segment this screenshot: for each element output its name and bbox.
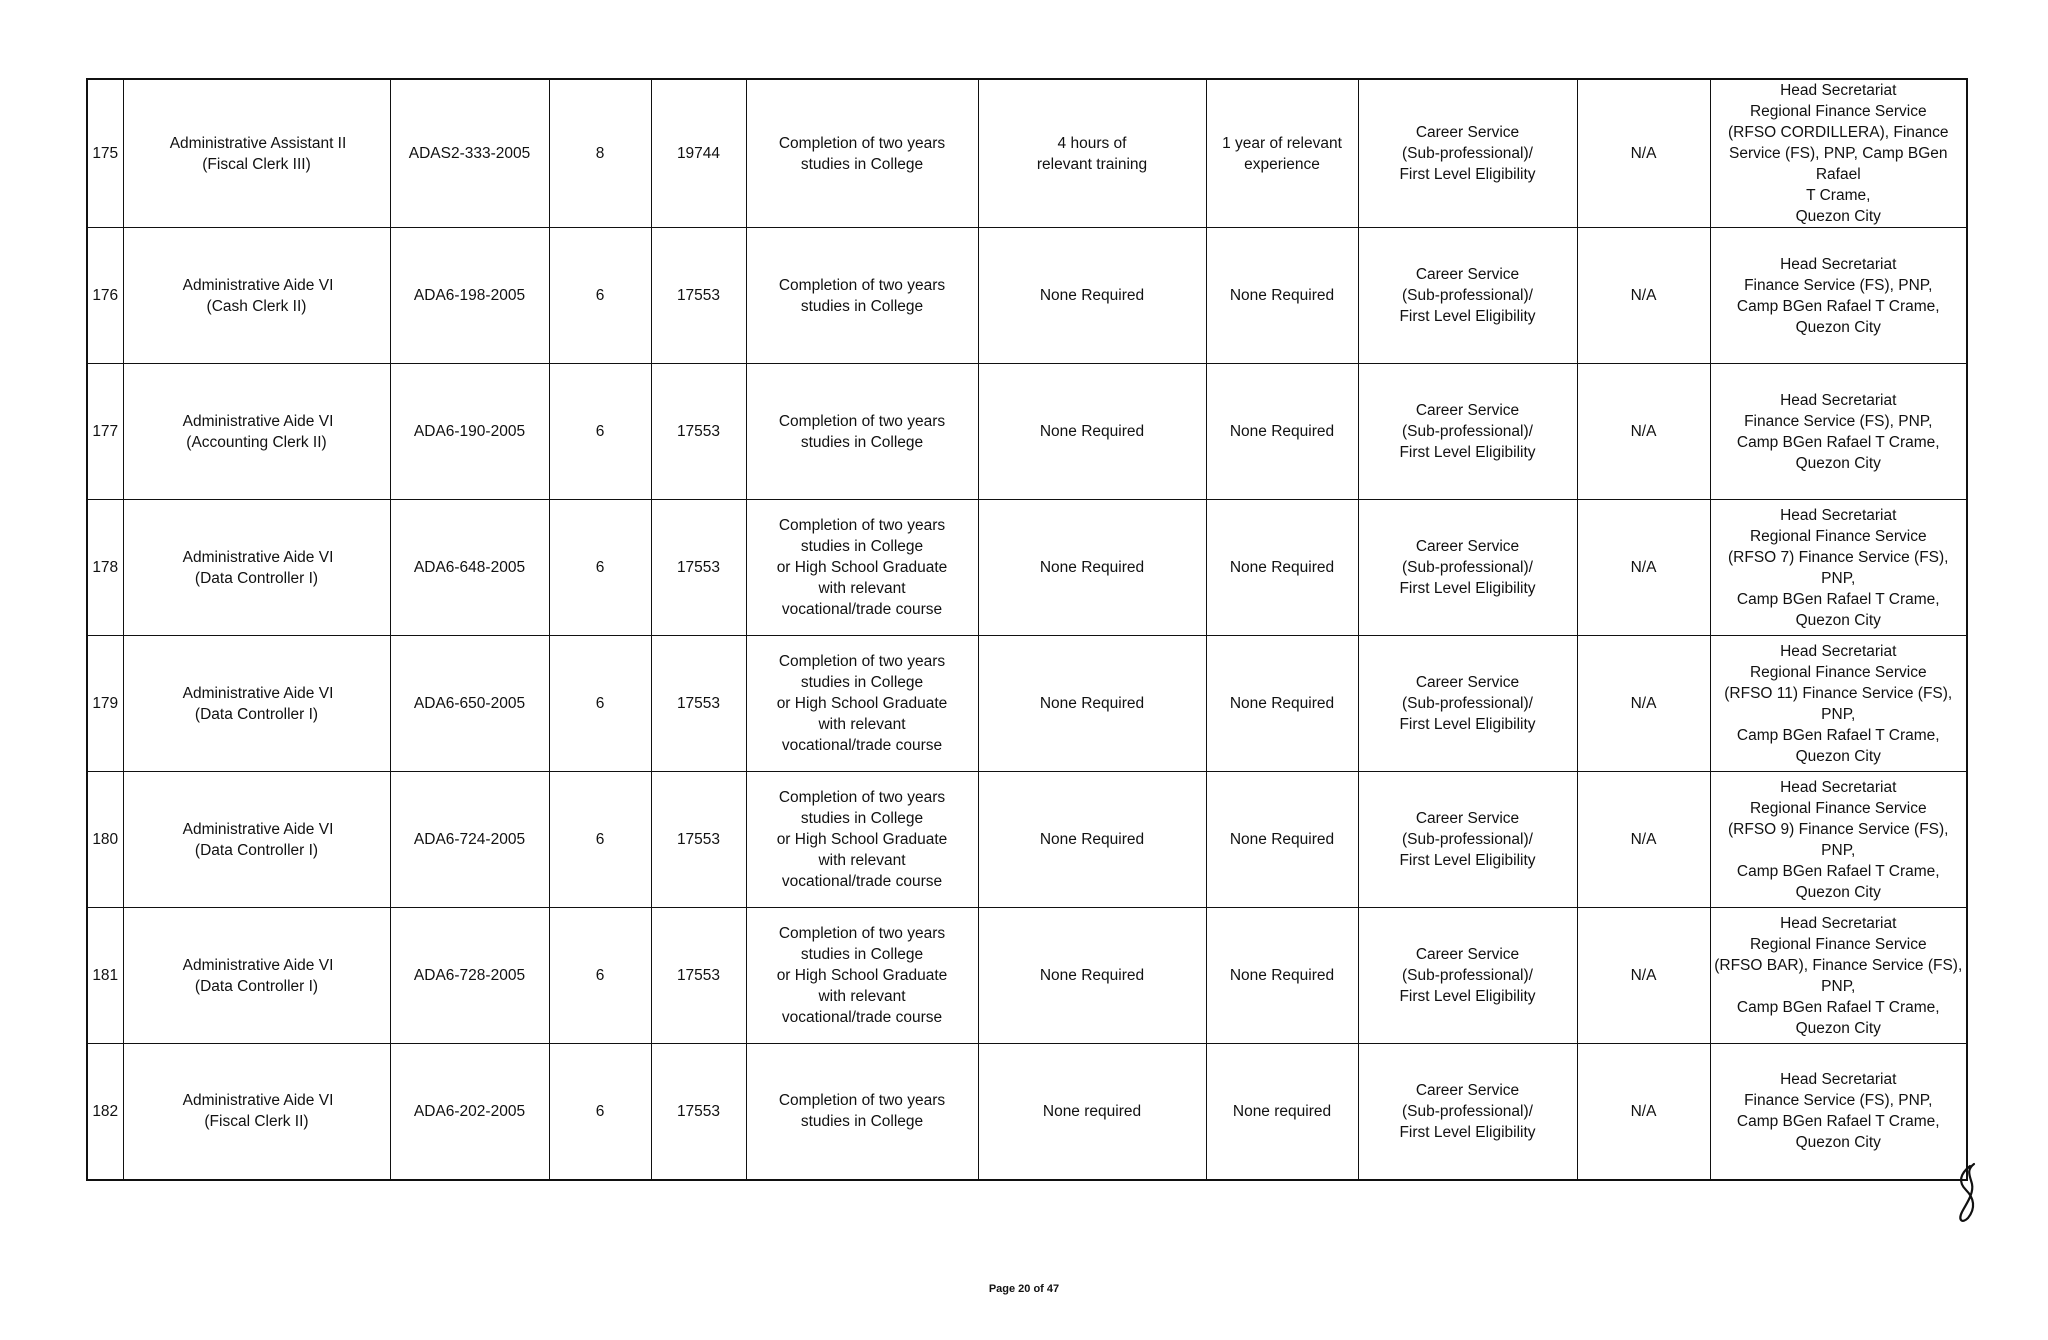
position-subtitle-line: (Data Controller I) <box>194 977 319 995</box>
eligibility-cell <box>1358 228 1577 364</box>
position-title-cell <box>123 636 390 772</box>
position-table-container <box>86 78 1966 1172</box>
item-number-cell: 176 <box>87 228 123 364</box>
training-cell <box>978 772 1206 908</box>
eligibility-line: First Level Eligibility <box>1399 580 1536 597</box>
handwritten-initial-mark <box>1952 1160 1982 1230</box>
place-of-assignment-line: Quezon City <box>1795 1019 1881 1037</box>
table-row <box>87 364 1967 500</box>
place-of-assignment-cell <box>1710 636 1967 772</box>
place-of-assignment-line: Head Secretariat <box>1780 506 1897 524</box>
item-code-cell: ADA6-648-2005 <box>390 500 549 636</box>
salary-grade-cell: 6 <box>549 772 651 908</box>
training-line: relevant training <box>1036 155 1148 173</box>
place-of-assignment-line: (RFSO 11) Finance Service (FS), PNP, <box>1724 684 1953 723</box>
eligibility-cell <box>1358 1044 1577 1180</box>
place-of-assignment-cell <box>1710 908 1967 1044</box>
competency-cell: N/A <box>1577 636 1710 772</box>
place-of-assignment-cell <box>1710 228 1967 364</box>
place-of-assignment-line: Quezon City <box>1795 318 1881 336</box>
position-title-line: Administrative Aide VI <box>182 548 334 566</box>
position-title-cell <box>123 772 390 908</box>
eligibility-cell <box>1358 79 1577 228</box>
education-cell <box>746 1044 978 1180</box>
item-code-cell: ADA6-202-2005 <box>390 1044 549 1180</box>
position-title-cell <box>123 364 390 500</box>
position-title-line: Administrative Aide VI <box>182 820 334 838</box>
place-of-assignment-line: Quezon City <box>1795 883 1881 901</box>
salary-cell: 17553 <box>651 228 746 364</box>
training-cell <box>978 79 1206 228</box>
place-of-assignment-cell <box>1710 772 1967 908</box>
eligibility-line: First Level Eligibility <box>1399 716 1536 733</box>
eligibility-line: First Level Eligibility <box>1399 308 1536 325</box>
eligibility-line: (Sub-professional)/ <box>1402 559 1533 576</box>
position-title-line: Administrative Aide VI <box>182 1092 334 1110</box>
place-of-assignment-line: Quezon City <box>1795 1134 1881 1152</box>
position-title-line: Administrative Aide VI <box>182 684 334 702</box>
education-cell <box>746 500 978 636</box>
experience-cell <box>1206 500 1358 636</box>
competency-cell: N/A <box>1577 364 1710 500</box>
position-title-line: Administrative Aide VI <box>182 956 334 974</box>
position-title-line: Administrative Aide VI <box>182 412 334 430</box>
experience-line: None Required <box>1229 423 1335 440</box>
eligibility-line: (Sub-professional)/ <box>1402 423 1533 440</box>
competency-cell: N/A <box>1577 500 1710 636</box>
eligibility-cell <box>1358 908 1577 1044</box>
item-code-cell: ADAS2-333-2005 <box>390 79 549 228</box>
place-of-assignment-line: Head Secretariat <box>1780 82 1897 99</box>
table-row <box>87 228 1967 364</box>
eligibility-line: (Sub-professional)/ <box>1402 695 1533 712</box>
item-code-cell: ADA6-190-2005 <box>390 364 549 500</box>
table-row <box>87 636 1967 772</box>
position-subtitle-line: (Accounting Clerk II) <box>186 433 327 451</box>
place-of-assignment-line: (RFSO CORDILLERA), Finance <box>1728 124 1949 141</box>
training-cell <box>978 500 1206 636</box>
position-subtitle-line: (Fiscal Clerk II) <box>204 1113 309 1131</box>
place-of-assignment-line: Head Secretariat <box>1780 1071 1897 1089</box>
place-of-assignment-line: (RFSO 7) Finance Service (FS), PNP, <box>1728 548 1949 587</box>
place-of-assignment-line: (RFSO BAR), Finance Service (FS), <box>1714 956 1963 974</box>
item-number-cell: 175 <box>87 79 123 228</box>
training-cell <box>978 908 1206 1044</box>
education-line: or High School Graduate <box>776 559 948 576</box>
eligibility-line: Career Service <box>1415 1081 1520 1099</box>
position-title-cell <box>123 500 390 636</box>
place-of-assignment-line: Camp BGen Rafael T Crame, <box>1736 433 1940 451</box>
table-body <box>87 79 1967 1180</box>
item-number-cell: 180 <box>87 772 123 908</box>
education-line: Completion of two years <box>778 925 946 942</box>
place-of-assignment-line: Quezon City <box>1795 611 1881 629</box>
position-title-line: Administrative Aide VI <box>182 276 334 294</box>
experience-cell <box>1206 79 1358 228</box>
item-code-cell: ADA6-724-2005 <box>390 772 549 908</box>
training-line: None Required <box>1039 423 1145 440</box>
position-title-line: Administrative Assistant II <box>169 134 347 152</box>
place-of-assignment-line: (RFSO 9) Finance Service (FS), PNP, <box>1728 820 1949 859</box>
eligibility-line: Career Service <box>1415 402 1520 419</box>
place-of-assignment-line: Regional Finance Service <box>1749 527 1927 545</box>
competency-cell: N/A <box>1577 79 1710 228</box>
position-subtitle-line: (Cash Clerk II) <box>206 297 307 315</box>
education-cell <box>746 908 978 1044</box>
eligibility-line: Career Service <box>1415 810 1520 827</box>
eligibility-line: First Level Eligibility <box>1399 852 1536 869</box>
experience-line: None Required <box>1229 559 1335 576</box>
salary-cell: 17553 <box>651 1044 746 1180</box>
education-line: Completion of two years <box>778 517 946 534</box>
place-of-assignment-line: Quezon City <box>1795 747 1881 765</box>
training-cell <box>978 1044 1206 1180</box>
place-of-assignment-line: Head Secretariat <box>1780 778 1897 796</box>
salary-grade-cell: 8 <box>549 79 651 228</box>
salary-grade-cell: 6 <box>549 636 651 772</box>
experience-line: None Required <box>1229 287 1335 304</box>
position-title-cell <box>123 1044 390 1180</box>
item-number-cell: 179 <box>87 636 123 772</box>
salary-cell: 17553 <box>651 500 746 636</box>
salary-cell: 17553 <box>651 772 746 908</box>
place-of-assignment-cell <box>1710 1044 1967 1180</box>
place-of-assignment-line: Camp BGen Rafael T Crame, <box>1736 590 1940 608</box>
education-line: studies in College <box>800 810 924 827</box>
competency-cell: N/A <box>1577 228 1710 364</box>
competency-cell: N/A <box>1577 1044 1710 1180</box>
position-title-cell <box>123 79 390 228</box>
place-of-assignment-line: Regional Finance Service <box>1749 935 1927 953</box>
education-line: vocational/trade course <box>781 873 943 890</box>
education-line: vocational/trade course <box>781 737 943 754</box>
eligibility-line: First Level Eligibility <box>1399 166 1536 183</box>
experience-line: experience <box>1244 155 1320 173</box>
eligibility-line: First Level Eligibility <box>1399 1123 1536 1141</box>
education-cell <box>746 228 978 364</box>
place-of-assignment-line: Head Secretariat <box>1780 914 1897 932</box>
competency-cell: N/A <box>1577 908 1710 1044</box>
place-of-assignment-line: Camp BGen Rafael T Crame, <box>1736 998 1940 1016</box>
training-line: None Required <box>1039 831 1145 848</box>
education-cell <box>746 79 978 228</box>
place-of-assignment-line: Regional Finance Service <box>1749 799 1927 817</box>
experience-cell <box>1206 636 1358 772</box>
education-line: or High School Graduate <box>776 967 948 984</box>
education-line: studies in College <box>800 946 924 963</box>
place-of-assignment-line: Head Secretariat <box>1780 391 1897 409</box>
eligibility-line: Career Service <box>1415 538 1520 555</box>
education-line: or High School Graduate <box>776 695 948 712</box>
training-line: None Required <box>1039 287 1145 304</box>
salary-grade-cell: 6 <box>549 1044 651 1180</box>
education-line: with relevant <box>818 988 906 1005</box>
education-line: Completion of two years <box>778 276 946 294</box>
eligibility-line: First Level Eligibility <box>1399 444 1536 461</box>
eligibility-line: (Sub-professional)/ <box>1402 1102 1533 1120</box>
place-of-assignment-line: Quezon City <box>1795 454 1881 472</box>
eligibility-line: Career Service <box>1415 266 1520 283</box>
training-cell <box>978 228 1206 364</box>
eligibility-cell <box>1358 636 1577 772</box>
education-line: with relevant <box>818 580 906 597</box>
experience-line: 1 year of relevant <box>1222 134 1342 152</box>
experience-cell <box>1206 908 1358 1044</box>
experience-line: None Required <box>1229 695 1335 712</box>
eligibility-line: Career Service <box>1415 674 1520 691</box>
competency-cell: N/A <box>1577 772 1710 908</box>
salary-cell: 17553 <box>651 908 746 1044</box>
place-of-assignment-line: T Crame, <box>1806 187 1871 204</box>
salary-cell: 17553 <box>651 364 746 500</box>
item-code-cell: ADA6-728-2005 <box>390 908 549 1044</box>
item-code-cell: ADA6-198-2005 <box>390 228 549 364</box>
place-of-assignment-line: Regional Finance Service <box>1749 663 1927 681</box>
experience-cell <box>1206 772 1358 908</box>
experience-cell <box>1206 228 1358 364</box>
place-of-assignment-line: Camp BGen Rafael T Crame, <box>1736 297 1940 315</box>
eligibility-line: Career Service <box>1415 124 1520 141</box>
experience-line: None required <box>1232 1102 1332 1120</box>
education-line: Completion of two years <box>778 1092 946 1110</box>
item-number-cell: 182 <box>87 1044 123 1180</box>
education-line: studies in College <box>800 1113 924 1131</box>
education-line: vocational/trade course <box>781 601 943 618</box>
education-line: studies in College <box>800 155 924 173</box>
eligibility-line: First Level Eligibility <box>1399 988 1536 1005</box>
education-line: studies in College <box>800 674 924 691</box>
eligibility-line: Career Service <box>1415 946 1520 963</box>
education-line: studies in College <box>800 433 924 451</box>
experience-line: None Required <box>1229 967 1335 984</box>
education-line: vocational/trade course <box>781 1009 943 1026</box>
education-line: Completion of two years <box>778 412 946 430</box>
place-of-assignment-line: Head Secretariat <box>1780 255 1897 273</box>
table-row <box>87 79 1967 228</box>
item-number-cell: 181 <box>87 908 123 1044</box>
place-of-assignment-cell <box>1710 500 1967 636</box>
education-line: or High School Graduate <box>776 831 948 848</box>
eligibility-line: (Sub-professional)/ <box>1402 831 1533 848</box>
experience-cell <box>1206 364 1358 500</box>
table-row <box>87 908 1967 1044</box>
place-of-assignment-line: PNP, <box>1821 977 1856 995</box>
training-cell <box>978 364 1206 500</box>
place-of-assignment-line: Camp BGen Rafael T Crame, <box>1736 726 1940 744</box>
place-of-assignment-line: Head Secretariat <box>1780 642 1897 660</box>
table-row <box>87 772 1967 908</box>
salary-grade-cell: 6 <box>549 500 651 636</box>
table-row <box>87 1044 1967 1180</box>
education-line: Completion of two years <box>778 134 946 152</box>
place-of-assignment-line: Camp BGen Rafael T Crame, <box>1736 862 1940 880</box>
place-of-assignment-cell <box>1710 79 1967 228</box>
position-subtitle-line: (Data Controller I) <box>194 841 319 859</box>
education-line: with relevant <box>818 716 906 733</box>
place-of-assignment-line: Finance Service (FS), PNP, <box>1744 1092 1933 1110</box>
page-number-footer: Page 20 of 47 <box>988 1283 1060 1295</box>
education-line: Completion of two years <box>778 789 946 806</box>
position-table <box>86 78 1968 1181</box>
table-row <box>87 500 1967 636</box>
training-line: 4 hours of <box>1057 134 1127 152</box>
place-of-assignment-line: Finance Service (FS), PNP, <box>1744 276 1933 294</box>
experience-cell <box>1206 1044 1358 1180</box>
eligibility-line: (Sub-professional)/ <box>1402 145 1533 162</box>
training-line: None Required <box>1039 559 1145 576</box>
eligibility-cell <box>1358 500 1577 636</box>
education-line: studies in College <box>800 297 924 315</box>
item-code-cell: ADA6-650-2005 <box>390 636 549 772</box>
salary-grade-cell: 6 <box>549 364 651 500</box>
salary-grade-cell: 6 <box>549 228 651 364</box>
training-line: None required <box>1042 1102 1142 1120</box>
position-subtitle-line: (Data Controller I) <box>194 569 319 587</box>
training-cell <box>978 636 1206 772</box>
place-of-assignment-line: Camp BGen Rafael T Crame, <box>1736 1113 1940 1131</box>
eligibility-cell <box>1358 364 1577 500</box>
salary-grade-cell: 6 <box>549 908 651 1044</box>
item-number-cell: 177 <box>87 364 123 500</box>
eligibility-cell <box>1358 772 1577 908</box>
position-title-cell <box>123 228 390 364</box>
education-cell <box>746 772 978 908</box>
place-of-assignment-line: Regional Finance Service <box>1749 103 1927 120</box>
position-subtitle-line: (Fiscal Clerk III) <box>202 155 311 173</box>
eligibility-line: (Sub-professional)/ <box>1402 287 1533 304</box>
place-of-assignment-line: Finance Service (FS), PNP, <box>1744 412 1933 430</box>
education-line: with relevant <box>818 852 906 869</box>
education-line: studies in College <box>800 538 924 555</box>
salary-cell: 17553 <box>651 636 746 772</box>
place-of-assignment-line: Service (FS), PNP, Camp BGen Rafael <box>1728 145 1948 183</box>
experience-line: None Required <box>1229 831 1335 848</box>
place-of-assignment-cell <box>1710 364 1967 500</box>
education-cell <box>746 636 978 772</box>
position-title-cell <box>123 908 390 1044</box>
position-subtitle-line: (Data Controller I) <box>194 705 319 723</box>
salary-cell: 19744 <box>651 79 746 228</box>
place-of-assignment-line: Quezon City <box>1795 208 1881 225</box>
training-line: None Required <box>1039 967 1145 984</box>
education-line: Completion of two years <box>778 653 946 670</box>
eligibility-line: (Sub-professional)/ <box>1402 967 1533 984</box>
education-cell <box>746 364 978 500</box>
training-line: None Required <box>1039 695 1145 712</box>
item-number-cell: 178 <box>87 500 123 636</box>
